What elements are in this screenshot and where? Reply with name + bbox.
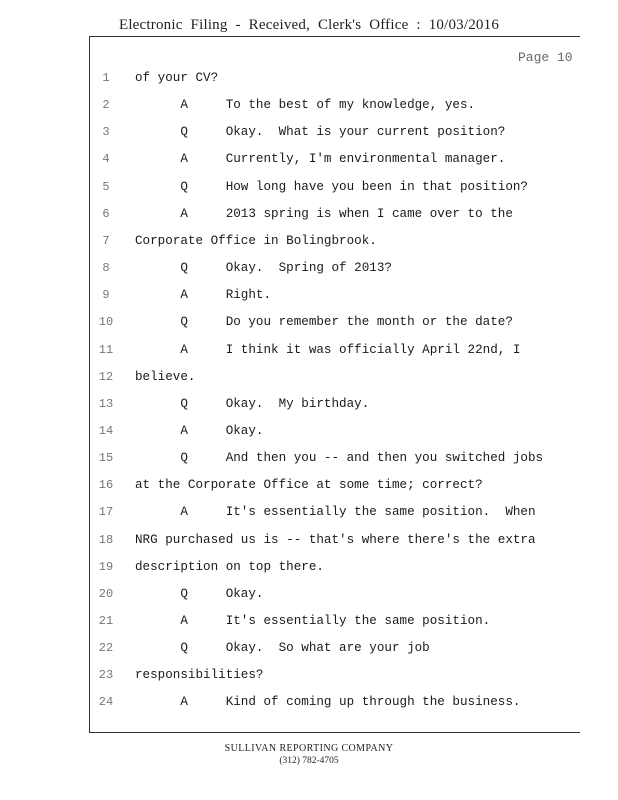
transcript-line <box>0 641 618 661</box>
line-text: Q Okay. My birthday. <box>135 396 370 411</box>
transcript-line <box>0 315 618 335</box>
reporting-company-name: SULLIVAN REPORTING COMPANY <box>224 743 394 754</box>
line-number: 15 <box>98 451 114 466</box>
line-text: NRG purchased us is -- that's where there's the extra <box>135 532 536 547</box>
transcript-line <box>0 98 618 118</box>
line-text: A To the best of my knowledge, yes. <box>135 98 476 113</box>
line-number: 7 <box>102 233 110 248</box>
line-text: Q Okay. What is your current position? <box>135 125 506 140</box>
line-text: Q Do you remember the month or the date? <box>135 315 513 330</box>
transcript-line <box>0 343 618 363</box>
line-number: 6 <box>102 206 110 221</box>
line-number: 10 <box>98 315 114 330</box>
transcript-line <box>0 587 618 607</box>
line-number: 4 <box>102 152 110 167</box>
line-text: Q Okay. Spring of 2013? <box>135 261 392 276</box>
line-number: 5 <box>102 179 110 194</box>
line-text: A It's essentially the same position. <box>135 614 491 628</box>
line-number: 24 <box>98 695 114 710</box>
line-text: Corporate Office in Bolingbrook. <box>135 233 377 248</box>
line-text: believe. <box>135 369 196 384</box>
transcript-line <box>0 478 618 498</box>
transcript-line <box>0 397 618 417</box>
line-text: A It's essentially the same position. When <box>135 505 536 520</box>
transcript-line <box>0 451 618 471</box>
line-number: 22 <box>98 641 114 656</box>
transcript-line <box>0 560 618 580</box>
line-number: 23 <box>98 668 114 683</box>
transcript-line <box>0 261 618 281</box>
transcript-frame-bottom-rule <box>89 732 580 733</box>
line-number: 21 <box>98 614 114 628</box>
line-text: Q Okay. So what are your job <box>135 641 430 656</box>
line-number: 8 <box>102 261 110 276</box>
line-number: 20 <box>98 586 114 601</box>
line-text: A Right. <box>135 288 272 303</box>
line-text: Q And then you -- and then you switched jobs <box>135 451 544 466</box>
line-text: Q How long have you been in that position? <box>135 179 528 194</box>
transcript-line <box>0 180 618 200</box>
transcript-line <box>0 424 618 444</box>
line-number: 13 <box>98 396 114 411</box>
transcript-line <box>0 505 618 525</box>
line-text: A I think it was officially April 22nd, I <box>135 342 521 357</box>
line-number: 14 <box>98 423 114 438</box>
line-number: 11 <box>98 342 114 357</box>
transcript-line <box>0 125 618 145</box>
line-text: responsibilities? <box>135 668 264 683</box>
transcript-line <box>0 695 618 715</box>
line-text: A Okay. <box>135 423 264 438</box>
line-text: A 2013 spring is when I came over to the <box>135 206 513 221</box>
transcript-line <box>0 152 618 172</box>
line-number: 19 <box>98 559 114 574</box>
line-text: A Kind of coming up through the business. <box>135 695 521 710</box>
transcript-line <box>0 668 618 688</box>
page-number: Page 10 <box>518 50 573 65</box>
line-text: at the Corporate Office at some time; correct? <box>135 478 483 493</box>
line-number: 9 <box>102 288 110 303</box>
line-number: 1 <box>102 71 110 85</box>
transcript-line <box>0 234 618 254</box>
line-number: 16 <box>98 478 114 493</box>
line-text: Q Okay. <box>135 586 264 601</box>
line-text: description on top there. <box>135 559 324 574</box>
reporting-company-phone: (312) 782-4705 <box>279 756 339 766</box>
transcript-line <box>0 71 618 91</box>
transcript-line <box>0 614 618 634</box>
filing-stamp-header: Electronic Filing - Received, Clerk's Office : 10/03/2016 <box>118 17 500 33</box>
line-number: 12 <box>98 369 114 384</box>
line-number: 3 <box>102 125 110 140</box>
transcript-line <box>0 533 618 553</box>
transcript-line <box>0 288 618 308</box>
line-text: A Currently, I'm environmental manager. <box>135 152 506 167</box>
line-number: 18 <box>98 532 114 547</box>
line-number: 17 <box>98 505 114 520</box>
transcript-line <box>0 207 618 227</box>
line-text: of your CV? <box>135 71 219 85</box>
line-number: 2 <box>102 98 110 113</box>
transcript-line <box>0 370 618 390</box>
